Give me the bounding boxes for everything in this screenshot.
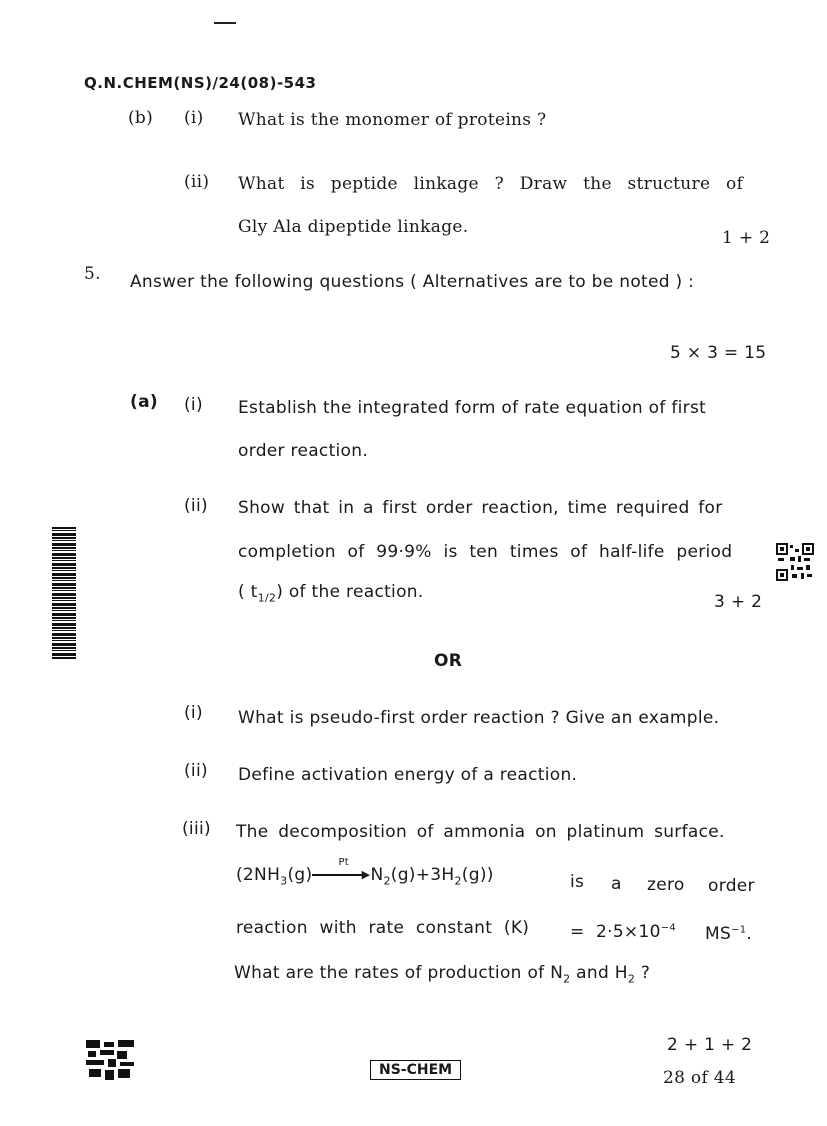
q5a-i-text-line2: order reaction. — [238, 441, 369, 461]
question-paper-code: Q.N.CHEM(NS)/24(08)-543 — [84, 74, 317, 92]
q5-alt-iii-label: (iii) — [182, 819, 211, 839]
q5a-i-text-line1: Establish the integrated form of rate equation of first — [238, 398, 707, 418]
q4b-marks: 1 + 2 — [722, 228, 771, 248]
q5a-marks: 3 + 2 — [714, 592, 763, 612]
q4b-i-text: What is the monomer of proteins ? — [238, 110, 547, 130]
equals-sign: = — [570, 922, 585, 942]
q5-alt-iii-text-line3: reaction with rate constant (K) — [236, 918, 530, 938]
subject-code-box: NS-CHEM — [370, 1060, 461, 1080]
q5a-ii-text-line2: completion of 99·9% is ten times of half-life period — [238, 542, 733, 562]
eq-text-a: a — [611, 874, 622, 894]
corner-code-image — [86, 1040, 134, 1080]
q5-instruction: Answer the following questions ( Alternatives are to be noted ) : — [130, 272, 695, 292]
q4b-i-label: (i) — [184, 108, 204, 128]
q5a-ii-label: (ii) — [184, 496, 208, 516]
page-number: 28 of 44 — [663, 1068, 736, 1088]
qr-code-image — [776, 543, 814, 581]
q5-alt-i-label: (i) — [184, 703, 203, 723]
q5-marks: 5 × 3 = 15 — [670, 343, 767, 363]
q4b-label: (b) — [128, 108, 154, 128]
q4b-ii-label: (ii) — [184, 172, 210, 192]
q4b-ii-text-line2: Gly Ala dipeptide linkage. — [238, 217, 469, 237]
ammonia-decomposition-equation: ($2NH_3(g)$ Pt ▶ $N_2(g)+3H_2(g)$) — [236, 857, 494, 888]
barcode-image — [52, 527, 76, 660]
q5-alt-ii-text: Define activation energy of a reaction. — [238, 765, 578, 785]
q4b-ii-text-line1: What is peptide linkage ? Draw the structure of — [238, 174, 744, 194]
q5-alt-iii-text-line1: The decomposition of ammonia on platinum surface. — [236, 822, 725, 842]
eq-text-is: is — [570, 872, 585, 892]
q5-alt-iii-text-line4: What are the rates of production of $N_2$ and $H_2$ ? — [234, 963, 651, 986]
q5-alt-marks: 2 + 1 + 2 — [667, 1035, 753, 1055]
q5a-i-label: (i) — [184, 395, 203, 415]
catalyst-label: Pt — [338, 857, 349, 868]
q5-alt-ii-label: (ii) — [184, 761, 208, 781]
top-dash — [214, 22, 236, 24]
eq-text-zero: zero — [647, 875, 685, 895]
rate-constant-unit: $MS^{-1}$. — [705, 924, 753, 944]
q5a-label: (a) — [130, 392, 158, 412]
q5a-ii-text-line3: ( $t_{1/2}$) of the reaction. — [238, 582, 424, 605]
q5-alt-i-text: What is pseudo-first order reaction ? Give an example. — [238, 708, 720, 728]
eq-text-order: order — [708, 876, 755, 896]
q5-number: 5. — [84, 264, 101, 284]
or-separator: OR — [434, 651, 463, 671]
rate-constant-value: $2\cdot 5\times 10^{-4}$ — [596, 922, 677, 942]
q5a-ii-text-line1: Show that in a first order reaction, time required for — [238, 498, 723, 518]
